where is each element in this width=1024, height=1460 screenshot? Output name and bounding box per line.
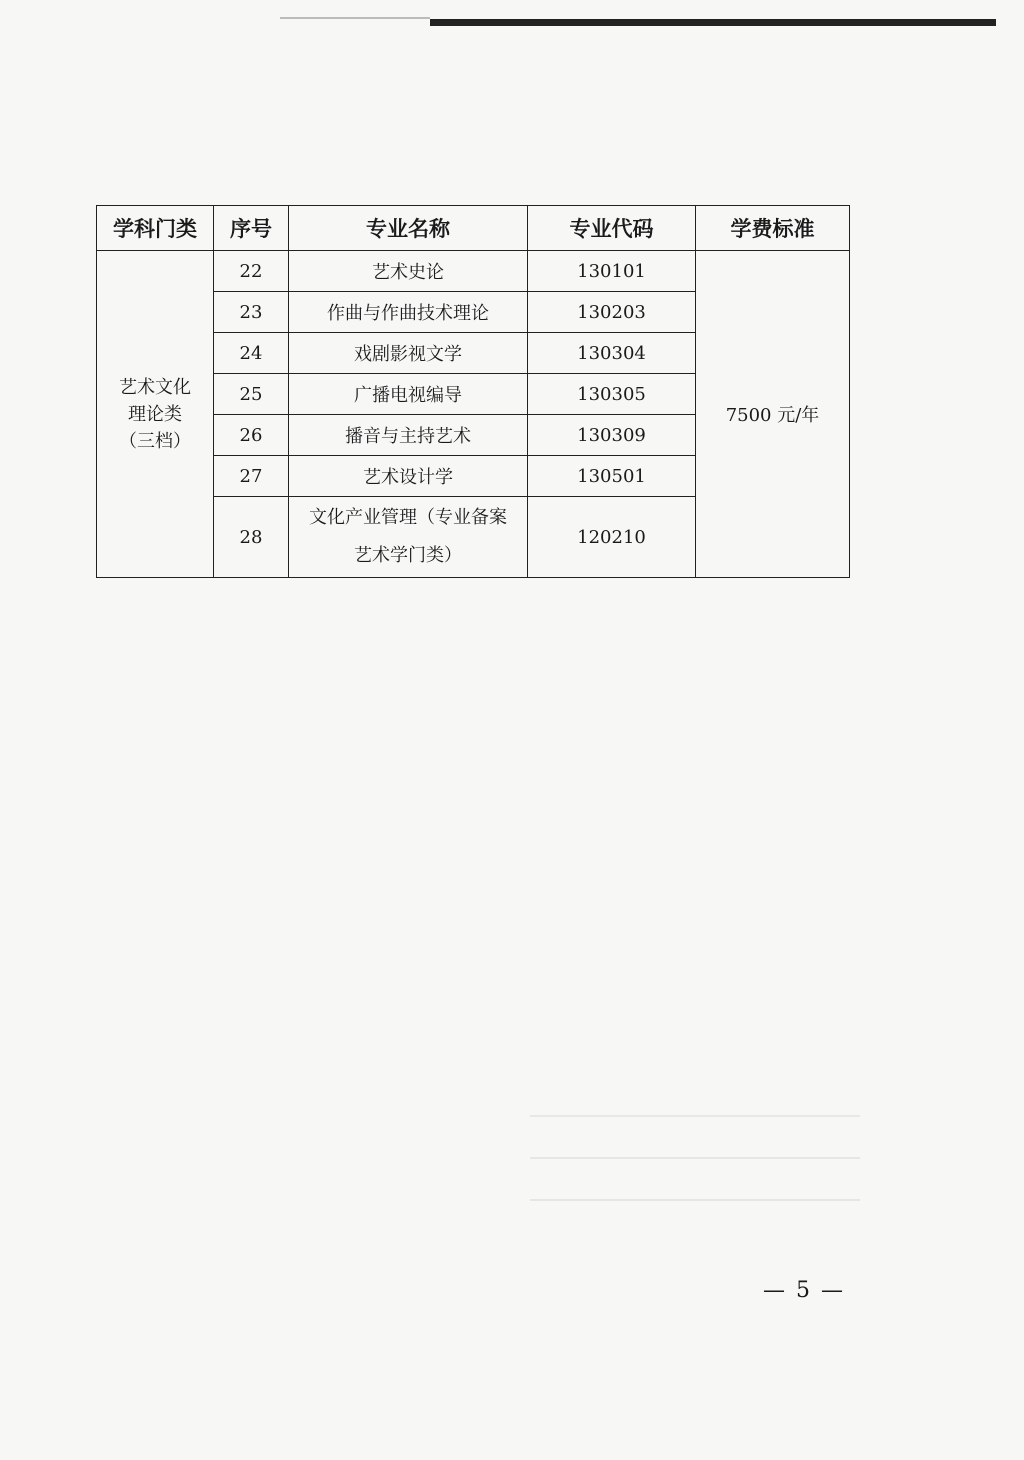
row-major-code: 130203 — [528, 292, 696, 333]
row-seq: 24 — [214, 333, 289, 374]
table-header-row — [97, 206, 850, 251]
row-major-name: 艺术史论 — [289, 251, 528, 292]
row-major-name: 艺术设计学 — [289, 456, 528, 497]
category-line-1: 艺术文化 — [119, 376, 191, 398]
row-seq: 27 — [214, 456, 289, 497]
row-major-name: 作曲与作曲技术理论 — [289, 292, 528, 333]
row-major-code: 130309 — [528, 415, 696, 456]
category-line-3: （三档） — [119, 430, 191, 452]
header-major-code: 专业代码 — [528, 206, 696, 251]
row-major-code: 130101 — [528, 251, 696, 292]
row-major-code: 130305 — [528, 374, 696, 415]
row-major-name — [289, 497, 528, 578]
row-seq: 25 — [214, 374, 289, 415]
header-major-name: 专业名称 — [289, 206, 528, 251]
page-number: — 5 — — [763, 1278, 845, 1303]
row-seq: 22 — [214, 251, 289, 292]
row-seq: 26 — [214, 415, 289, 456]
header-seq: 序号 — [214, 206, 289, 251]
row-major-name-line-2: 艺术学门类） — [354, 545, 462, 566]
header-rule — [430, 19, 996, 26]
row-major-name-line-1: 文化产业管理（专业备案 — [309, 507, 507, 528]
header-category: 学科门类 — [97, 206, 214, 251]
row-major-name: 播音与主持艺术 — [289, 415, 528, 456]
header-thin-rule — [280, 17, 430, 19]
row-major-name: 广播电视编导 — [289, 374, 528, 415]
tuition-value: 7500 元/年 — [696, 251, 850, 578]
row-major-code: 130304 — [528, 333, 696, 374]
row-seq: 28 — [214, 497, 289, 578]
category-line-2: 理论类 — [128, 403, 182, 425]
tuition-table — [96, 205, 850, 578]
row-major-code: 130501 — [528, 456, 696, 497]
table-row — [97, 251, 850, 292]
bleed-through-lines — [530, 1115, 860, 1255]
row-seq: 23 — [214, 292, 289, 333]
row-major-name: 戏剧影视文学 — [289, 333, 528, 374]
row-major-code: 120210 — [528, 497, 696, 578]
header-tuition: 学费标准 — [696, 206, 850, 251]
category-cell — [97, 251, 214, 578]
